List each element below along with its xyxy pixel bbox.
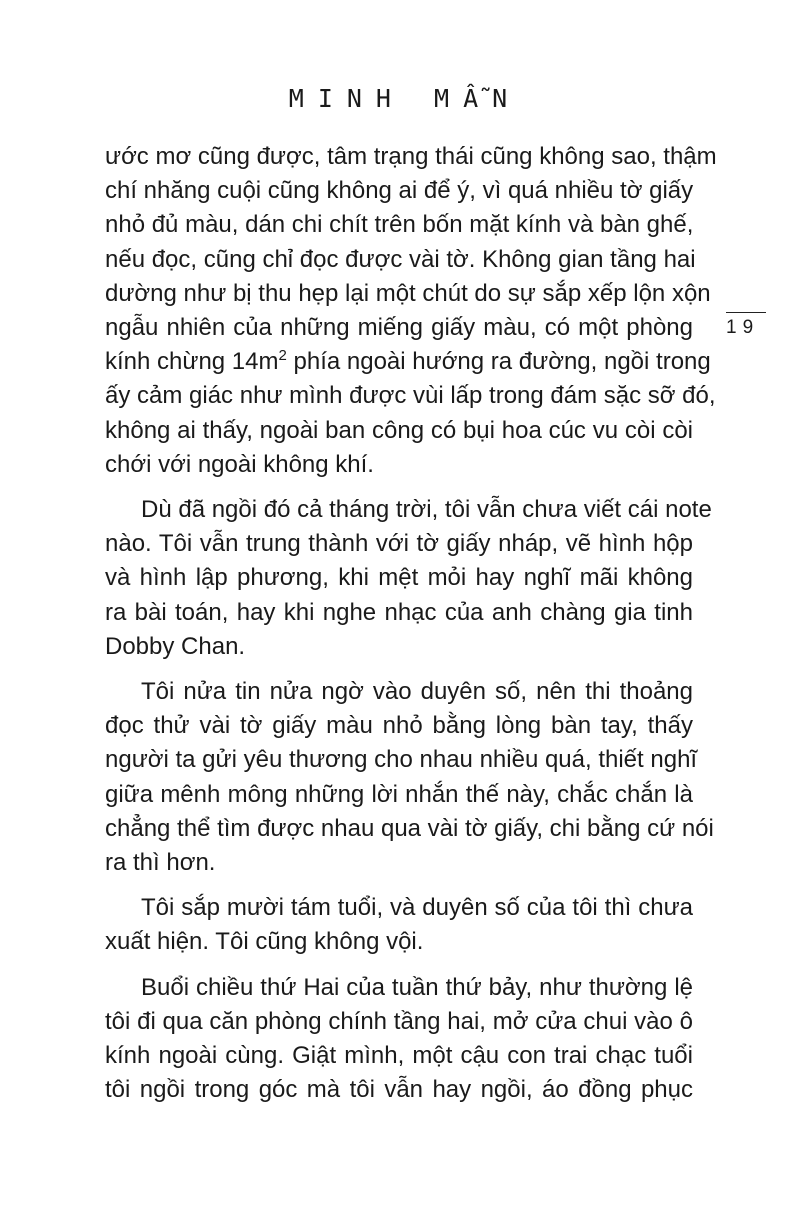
- text-line: ngẫu nhiên của những miếng giấy màu, có một phòng: [105, 314, 693, 342]
- text-line: Buổi chiều thứ Hai của tuần thứ bảy, như thường lệ: [141, 973, 693, 1001]
- text-line: ra thì hơn.: [105, 849, 216, 877]
- text-line: giữa mênh mông những lời nhắn thế này, chắc chắn là: [105, 780, 693, 808]
- text-line: chới với ngoài không khí.: [105, 450, 374, 478]
- text-line: chẳng thể tìm được nhau qua vài tờ giấy, chi bằng cứ nói: [105, 814, 714, 842]
- running-head-title: MINH MẪN: [288, 84, 522, 113]
- page-number: [726, 312, 766, 338]
- text-line: tôi ngồi trong góc mà tôi vẫn hay ngồi, áo đồng phục: [105, 1076, 693, 1104]
- text-line-with-superscript: [105, 345, 711, 379]
- text-line: nào. Tôi vẫn trung thành với tờ giấy nháp, vẽ hình hộp: [105, 530, 693, 558]
- text-line: Dù đã ngồi đó cả tháng trời, tôi vẫn chưa viết cái note: [141, 496, 712, 524]
- text-line: kính ngoài cùng. Giật mình, một cậu con trai chạc tuổi: [105, 1042, 693, 1070]
- text-line: người ta gửi yêu thương cho nhau nhiều quá, thiết nghĩ: [105, 746, 698, 774]
- text-line: không ai thấy, ngoài ban công có bụi hoa cúc vu còi còi: [105, 416, 693, 444]
- paragraph-2: [105, 493, 712, 664]
- text-line: nhỏ đủ màu, dán chi chít trên bốn mặt kính và bàn ghế,: [105, 211, 694, 239]
- text-segment: kính chừng 14m: [105, 348, 279, 376]
- text-segment: phía ngoài hướng ra đường, ngồi trong: [286, 348, 711, 376]
- paragraph-4: [105, 891, 693, 959]
- page-number-text: 19: [726, 317, 760, 338]
- text-line: xuất hiện. Tôi cũng không vội.: [105, 928, 424, 956]
- text-line: ra bài toán, hay khi nghe nhạc của anh chàng gia tinh: [105, 598, 693, 626]
- body-text: [105, 140, 717, 1107]
- text-line: nếu đọc, cũng chỉ đọc được vài tờ. Không gian tầng hai: [105, 245, 696, 273]
- text-line: ước mơ cũng được, tâm trạng thái cũng không sao, thậm: [105, 143, 717, 170]
- superscript: 2: [278, 347, 287, 365]
- paragraph-5: [105, 971, 693, 1108]
- text-line: tôi đi qua căn phòng chính tầng hai, mở cửa chui vào ô: [105, 1007, 693, 1035]
- text-line: và hình lập phương, khi mệt mỏi hay nghĩ mãi không: [105, 564, 693, 592]
- paragraph-3: [105, 675, 714, 880]
- text-line: đọc thử vài tờ giấy màu nhỏ bằng lòng bàn tay, thấy: [105, 712, 693, 740]
- text-line: chí nhăng cuội cũng không ai để ý, vì quá nhiều tờ giấy: [105, 177, 694, 205]
- text-line: dường như bị thu hẹp lại một chút do sự sắp xếp lộn xộn: [105, 279, 711, 307]
- text-line: Tôi sắp mười tám tuổi, và duyên số của tôi thì chưa: [141, 894, 693, 922]
- paragraph-1: [105, 140, 717, 482]
- text-line: ấy cảm giác như mình được vùi lấp trong đám sặc sỡ đó,: [105, 382, 716, 410]
- text-line: Dobby Chan.: [105, 632, 246, 660]
- text-line: Tôi nửa tin nửa ngờ vào duyên số, nên thi thoảng: [141, 678, 693, 706]
